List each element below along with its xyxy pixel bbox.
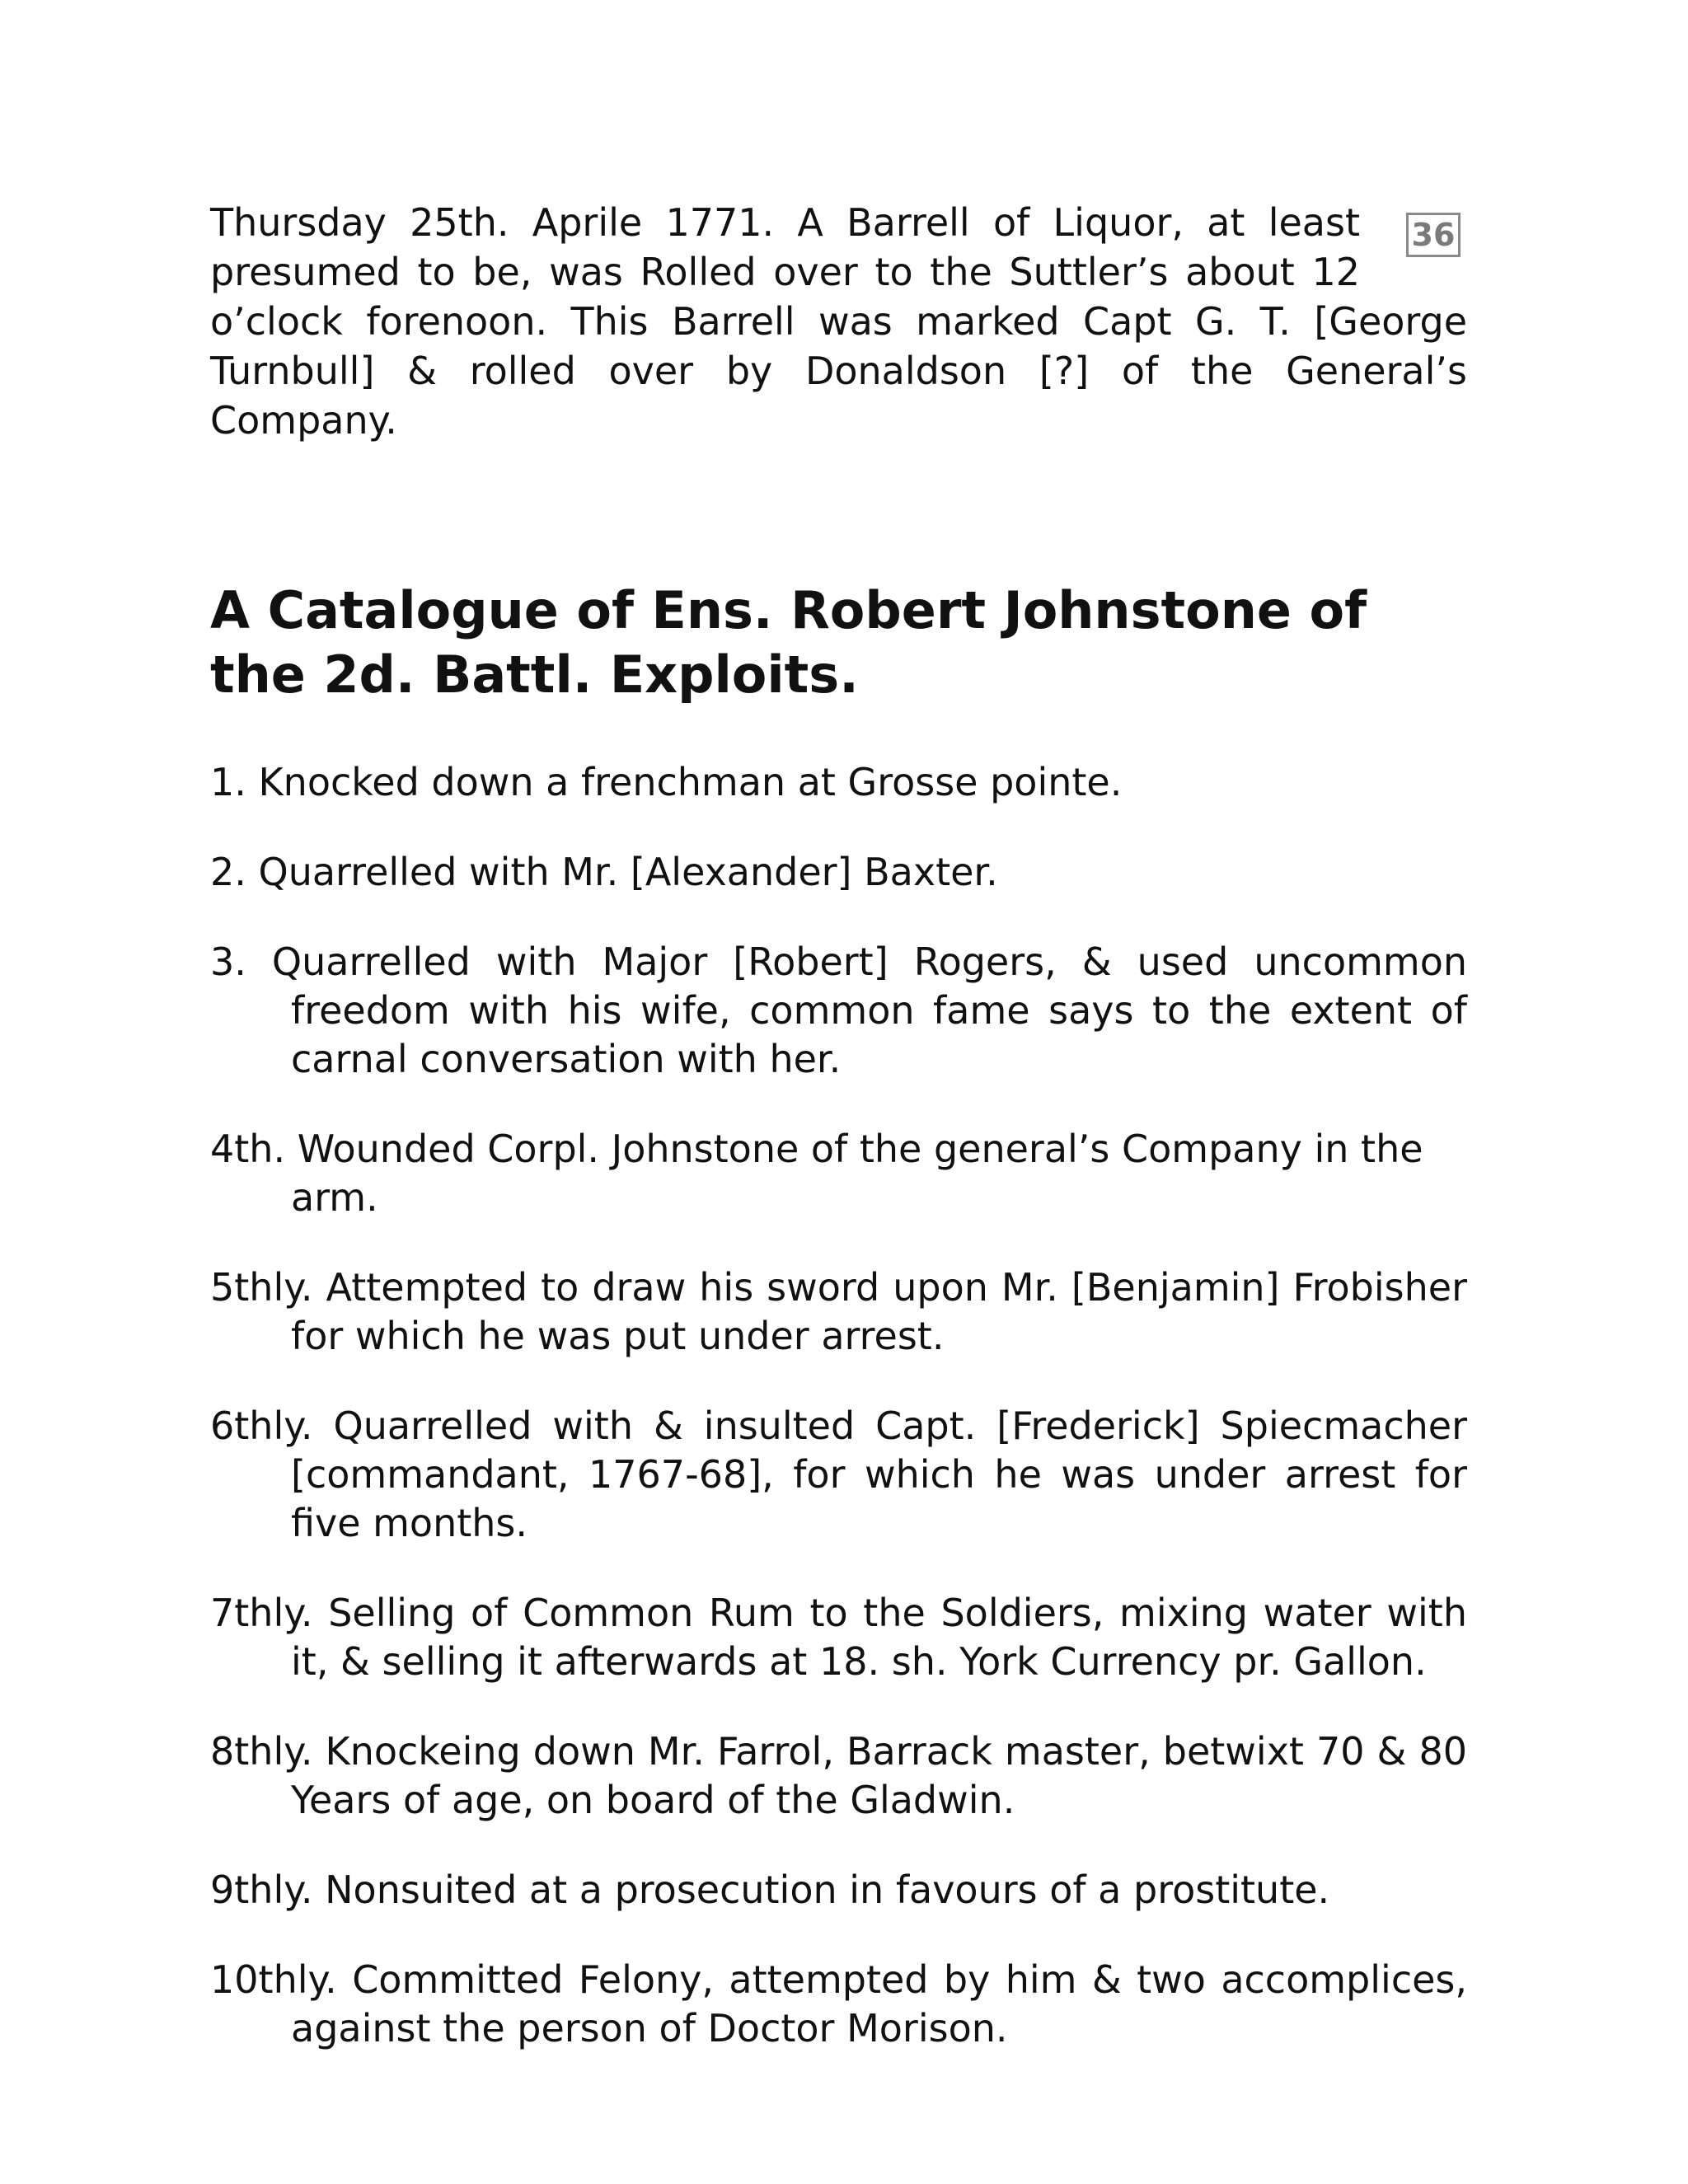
list-item: 5thly. Attempted to draw his sword upon Mr. [Benjamin] Frobisher for which he was put under arrest.	[210, 1265, 1467, 1358]
page-number-badge: 36	[1406, 213, 1461, 257]
intro-line: Thursday 25th. Aprile 1771. A Barrell of Liquor, at least	[210, 200, 1360, 245]
document-page	[210, 198, 1467, 2094]
list-item: 1. Knocked down a frenchman at Grosse pointe.	[210, 760, 1123, 804]
exploits-list	[210, 758, 1467, 2053]
list-item: 4th. Wounded Corpl. Johnstone of the general’s Company in the arm.	[210, 1127, 1423, 1220]
catalogue-title: A Catalogue of Ens. Robert Johnstone of the 2d. Battl. Exploits.	[210, 580, 1367, 705]
intro-paragraph	[210, 198, 1467, 445]
intro-line: presumed to be, was Rolled over to the Suttler’s about 12	[210, 250, 1360, 294]
list-item: 3. Quarrelled with Major [Robert] Rogers, & used uncommon freedom with his wife, common fame says to the extent of carnal conversation with her.	[210, 940, 1467, 1081]
list-item: 7thly. Selling of Common Rum to the Soldiers, mixing water with it, & selling it afterwards at 18. sh. York Currency pr. Gallon.	[210, 1591, 1467, 1684]
list-item: 6thly. Quarrelled with & insulted Capt. [Frederick] Spiecmacher [commandant, 1767-68], for which he was under arrest for five months.	[210, 1404, 1467, 1545]
list-item: 10thly. Committed Felony, attempted by him & two accomplices, against the person of Doctor Morison.	[210, 1957, 1467, 2050]
list-item: 9thly. Nonsuited at a prosecution in favours of a prostitute.	[210, 1868, 1330, 1912]
list-item: 8thly. Knockeing down Mr. Farrol, Barrack master, betwixt 70 & 80 Years of age, on board of the Gladwin.	[210, 1729, 1467, 1822]
intro-line: Turnbull] & rolled over by Donaldson [?] of the General’s Company.	[210, 349, 1467, 443]
list-item: 2. Quarrelled with Mr. [Alexander] Baxter.	[210, 850, 998, 894]
intro-line: o’clock forenoon. This Barrell was marked Capt G. T. [George	[210, 299, 1467, 344]
